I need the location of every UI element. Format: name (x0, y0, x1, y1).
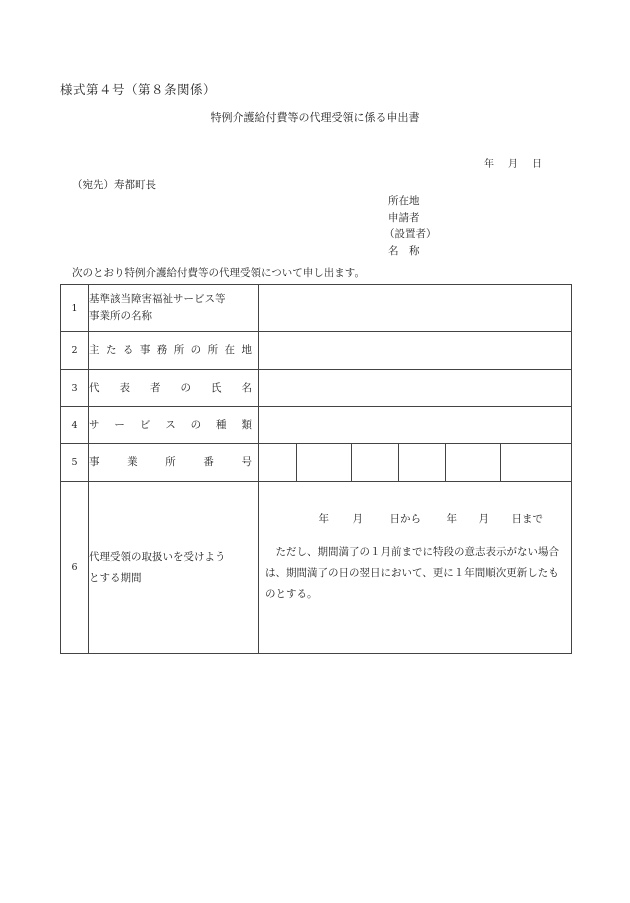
date-month-label: 月 (508, 159, 518, 170)
label-char: 名 (241, 381, 252, 394)
label-char: た (105, 344, 117, 356)
to-day-label: 日まで (511, 512, 543, 525)
label-char: 番 (203, 456, 214, 468)
row-number: 6 (61, 482, 89, 654)
table-row (61, 370, 572, 407)
label-char: 氏 (211, 381, 222, 394)
label-char: ー (114, 418, 125, 431)
digit-cell[interactable] (351, 444, 398, 481)
table-row (61, 407, 572, 444)
label-char: 事 (89, 456, 100, 468)
to-month-label: 月 (478, 512, 489, 525)
form-number: 様式第４号（第８条関係） (60, 82, 217, 97)
label-char: 者 (150, 381, 161, 394)
label-line: 代理受領の取扱いを受けよう (89, 550, 226, 563)
row-number: 2 (61, 332, 89, 370)
from-day-label: 日から (389, 512, 421, 525)
label-char: ビ (139, 418, 151, 431)
row-label (89, 407, 259, 444)
row-number: 3 (61, 370, 89, 407)
label-char: 在 (224, 344, 235, 356)
label-char: 種 (216, 418, 227, 431)
main-office-address-field[interactable] (259, 332, 572, 370)
table-row (61, 332, 572, 370)
label-char: 務 (156, 344, 168, 356)
row-number: 5 (61, 444, 89, 482)
row-number: 4 (61, 407, 89, 444)
applicant-label: 申請者 (388, 212, 420, 224)
label-char: 代 (89, 381, 100, 394)
service-type-field[interactable] (259, 407, 572, 444)
label-char: 号 (241, 456, 252, 468)
facility-name-field[interactable] (259, 285, 572, 332)
label-char: の (180, 381, 191, 394)
proxy-period-field[interactable] (259, 482, 572, 654)
addressee: （宛先）寿都町長 (72, 179, 156, 191)
date-year-label: 年 (484, 159, 494, 170)
label-char: 表 (119, 381, 130, 394)
document-title: 特例介護給付費等の代理受領に係る申出書 (210, 111, 420, 124)
digit-cell[interactable] (500, 444, 571, 481)
label-char: 地 (241, 344, 252, 356)
label-char: の (190, 418, 202, 431)
renewal-proviso-text: ただし、期間満了の１月前までに特段の意志表示がない場合は、期間満了の日の翌日において、更に１年間順次更新したものとする。 (265, 545, 559, 600)
label-char: 所 (165, 456, 176, 468)
label-char: 所 (173, 344, 185, 356)
label-char: 主 (89, 344, 100, 356)
applicant-location-label: 所在地 (388, 195, 420, 207)
row-label (89, 482, 259, 654)
table-row (61, 285, 572, 332)
label-line: 基準該当障害福祉サービス等 (89, 293, 226, 305)
application-form-table (60, 284, 572, 654)
from-year-label: 年 (318, 512, 329, 525)
label-char: 業 (127, 456, 138, 468)
label-char: ス (165, 418, 176, 431)
row-label (89, 370, 259, 407)
table-row (61, 482, 572, 654)
table-row (61, 444, 572, 482)
digit-cell[interactable] (445, 444, 500, 481)
period-line (259, 511, 571, 526)
label-char: サ (89, 418, 100, 431)
digit-cell[interactable] (259, 444, 296, 481)
row-label (89, 285, 259, 332)
label-char: 類 (241, 418, 252, 431)
facility-number-field (259, 444, 572, 482)
applicant-founder-label: （設置者） (384, 228, 437, 240)
representative-name-field[interactable] (259, 370, 572, 407)
date-line (484, 155, 552, 170)
label-line: とする期間 (89, 571, 142, 584)
digit-cell[interactable] (398, 444, 445, 481)
intro-text: 次のとおり特例介護給付費等の代理受領について申し出ます。 (72, 267, 365, 279)
to-year-label: 年 (446, 512, 457, 525)
label-char: 事 (139, 344, 151, 356)
label-char: の (190, 344, 202, 356)
applicant-name-label: 名 称 (388, 245, 420, 257)
label-char: 所 (207, 344, 219, 356)
from-month-label: 月 (352, 512, 363, 525)
row-label (89, 444, 259, 482)
row-label (89, 332, 259, 370)
digit-cell[interactable] (296, 444, 351, 481)
label-char: る (122, 344, 134, 356)
row-number: 1 (61, 285, 89, 332)
date-day-label: 日 (532, 159, 542, 170)
label-line: 事業所の名称 (89, 310, 152, 322)
